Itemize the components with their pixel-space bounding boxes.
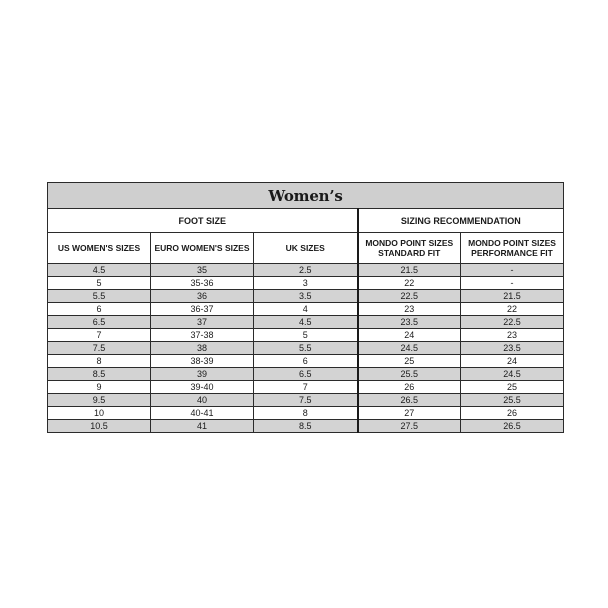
group-header-sizing-recommendation: SIZING RECOMMENDATION [358,209,564,233]
cell-uk-size: 8 [254,407,358,420]
cell-mondo-performance: 24.5 [461,368,564,381]
table-row [48,316,564,329]
cell-uk-size: 8.5 [254,420,358,433]
cell-mondo-standard: 26.5 [358,394,461,407]
cell-uk-size: 4.5 [254,316,358,329]
cell-euro-size: 40-41 [151,407,254,420]
cell-us-size: 7.5 [48,342,151,355]
cell-us-size: 5 [48,277,151,290]
cell-mondo-performance: 23.5 [461,342,564,355]
cell-euro-size: 36-37 [151,303,254,316]
cell-euro-size: 40 [151,394,254,407]
cell-uk-size: 6 [254,355,358,368]
cell-uk-size: 2.5 [254,264,358,277]
size-rows [48,264,564,433]
cell-mondo-performance: 23 [461,329,564,342]
cell-us-size: 9.5 [48,394,151,407]
cell-euro-size: 41 [151,420,254,433]
cell-euro-size: 39-40 [151,381,254,394]
cell-mondo-performance: 25.5 [461,394,564,407]
cell-us-size: 6.5 [48,316,151,329]
cell-euro-size: 39 [151,368,254,381]
cell-us-size: 10 [48,407,151,420]
column-header-us-womens-sizes: US WOMEN'S SIZES [48,233,151,264]
cell-euro-size: 36 [151,290,254,303]
table-row [48,355,564,368]
cell-uk-size: 5.5 [254,342,358,355]
cell-us-size: 5.5 [48,290,151,303]
cell-mondo-standard: 26 [358,381,461,394]
cell-us-size: 6 [48,303,151,316]
table-row [48,381,564,394]
cell-euro-size: 38 [151,342,254,355]
cell-mondo-performance: - [461,277,564,290]
cell-mondo-standard: 25 [358,355,461,368]
cell-mondo-standard: 27.5 [358,420,461,433]
cell-mondo-performance: 22.5 [461,316,564,329]
table-row [48,407,564,420]
cell-mondo-standard: 25.5 [358,368,461,381]
cell-mondo-standard: 23.5 [358,316,461,329]
chart-title: Women’s [48,183,564,209]
cell-euro-size: 35 [151,264,254,277]
cell-mondo-performance: 22 [461,303,564,316]
womens-size-chart [47,182,564,433]
cell-mondo-performance: - [461,264,564,277]
cell-uk-size: 5 [254,329,358,342]
column-header-euro-womens-sizes: EURO WOMEN'S SIZES [151,233,254,264]
cell-mondo-performance: 26.5 [461,420,564,433]
table-row [48,277,564,290]
table-row [48,368,564,381]
cell-us-size: 7 [48,329,151,342]
column-header-mondo-standard-fit: MONDO POINT SIZES STANDARD FIT [358,233,461,264]
column-header-uk-sizes: UK SIZES [254,233,358,264]
table-row [48,303,564,316]
cell-uk-size: 7 [254,381,358,394]
cell-mondo-performance: 24 [461,355,564,368]
table-row [48,420,564,433]
column-header-mondo-performance-fit: MONDO POINT SIZES PERFORMANCE FIT [461,233,564,264]
cell-us-size: 9 [48,381,151,394]
cell-us-size: 4.5 [48,264,151,277]
table-row [48,342,564,355]
cell-mondo-performance: 26 [461,407,564,420]
cell-euro-size: 38-39 [151,355,254,368]
cell-us-size: 8.5 [48,368,151,381]
cell-mondo-standard: 24.5 [358,342,461,355]
cell-mondo-standard: 22.5 [358,290,461,303]
cell-mondo-standard: 23 [358,303,461,316]
cell-uk-size: 4 [254,303,358,316]
group-header-foot-size: FOOT SIZE [48,209,358,233]
cell-uk-size: 3.5 [254,290,358,303]
cell-mondo-standard: 22 [358,277,461,290]
table-row [48,329,564,342]
cell-us-size: 10.5 [48,420,151,433]
cell-mondo-standard: 21.5 [358,264,461,277]
cell-uk-size: 6.5 [254,368,358,381]
cell-euro-size: 37 [151,316,254,329]
cell-mondo-performance: 21.5 [461,290,564,303]
table-row [48,290,564,303]
table-row [48,394,564,407]
table-row [48,264,564,277]
cell-uk-size: 3 [254,277,358,290]
cell-mondo-standard: 24 [358,329,461,342]
cell-mondo-performance: 25 [461,381,564,394]
cell-euro-size: 37-38 [151,329,254,342]
cell-mondo-standard: 27 [358,407,461,420]
cell-euro-size: 35-36 [151,277,254,290]
cell-us-size: 8 [48,355,151,368]
cell-uk-size: 7.5 [254,394,358,407]
